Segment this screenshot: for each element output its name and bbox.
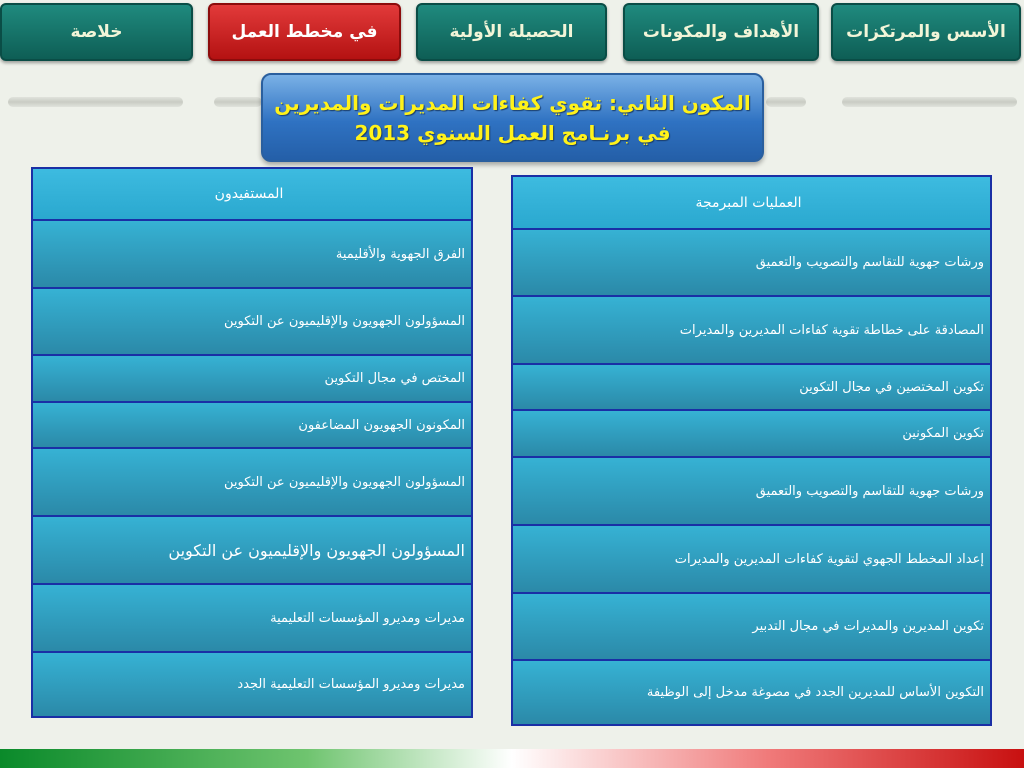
top-navigation bbox=[0, 0, 1024, 68]
table-row: المختص في مجال التكوين bbox=[33, 354, 471, 401]
table-row: إعداد المخطط الجهوي لتقوية كفاءات المديرين والمديرات bbox=[513, 524, 990, 592]
beneficiaries-table bbox=[31, 167, 473, 718]
beneficiaries-header: المستفيدون bbox=[33, 169, 471, 219]
table-row: المكونون الجهويون المضاعفون bbox=[33, 401, 471, 447]
tab-initial-results[interactable] bbox=[416, 3, 607, 61]
tab-label: الأسس والمرتكزات bbox=[846, 22, 1006, 42]
table-row: المصادقة على خطاطة تقوية كفاءات المديرين والمديرات bbox=[513, 295, 990, 363]
decorative-stripe bbox=[214, 97, 262, 107]
table-row: تكوين المكونين bbox=[513, 409, 990, 456]
table-row: مديرات ومديرو المؤسسات التعليمية bbox=[33, 583, 471, 651]
table-row: المسؤولون الجهويون والإقليميون عن التكوين bbox=[33, 447, 471, 515]
tab-label: في مخطط العمل bbox=[231, 22, 378, 42]
table-row: الفرق الجهوية والأقليمية bbox=[33, 219, 471, 287]
table-row: تكوين المديرين والمديرات في مجال التدبير bbox=[513, 592, 990, 659]
tab-label: خلاصة bbox=[70, 22, 123, 42]
tab-summary[interactable] bbox=[0, 3, 193, 61]
table-row: المسؤولون الجهويون والإقليميون عن التكوين bbox=[33, 287, 471, 354]
tab-label: الحصيلة الأولية bbox=[449, 22, 574, 42]
decorative-stripe bbox=[8, 97, 183, 107]
table-row: ورشات جهوية للتقاسم والتصويب والتعميق bbox=[513, 228, 990, 295]
title-line-1: المكون الثاني: تقوي كفاءات المديرات والمديرين bbox=[274, 90, 751, 115]
table-row: مديرات ومديرو المؤسسات التعليمية الجدد bbox=[33, 651, 471, 716]
operations-header: العمليات المبرمجة bbox=[513, 177, 990, 228]
operations-table bbox=[511, 175, 992, 726]
table-row: تكوين المختصين في مجال التكوين bbox=[513, 363, 990, 409]
decorative-stripe bbox=[766, 97, 806, 107]
slide-title bbox=[261, 73, 764, 162]
decorative-stripe bbox=[842, 97, 1017, 107]
table-row: التكوين الأساس للمديرين الجدد في مصوغة مدخل إلى الوظيفة bbox=[513, 659, 990, 724]
tab-action-plan[interactable] bbox=[208, 3, 401, 61]
tab-foundations[interactable] bbox=[831, 3, 1021, 61]
tab-label: الأهداف والمكونات bbox=[642, 22, 800, 42]
table-row: ورشات جهوية للتقاسم والتصويب والتعميق bbox=[513, 456, 990, 524]
bottom-color-bar bbox=[0, 749, 1024, 768]
table-row: المسؤولون الجهويون والإقليميون عن التكوين bbox=[33, 515, 471, 583]
title-line-2: في برنـامج العمل السنوي 2013 bbox=[354, 120, 671, 145]
tab-goals-components[interactable] bbox=[623, 3, 819, 61]
